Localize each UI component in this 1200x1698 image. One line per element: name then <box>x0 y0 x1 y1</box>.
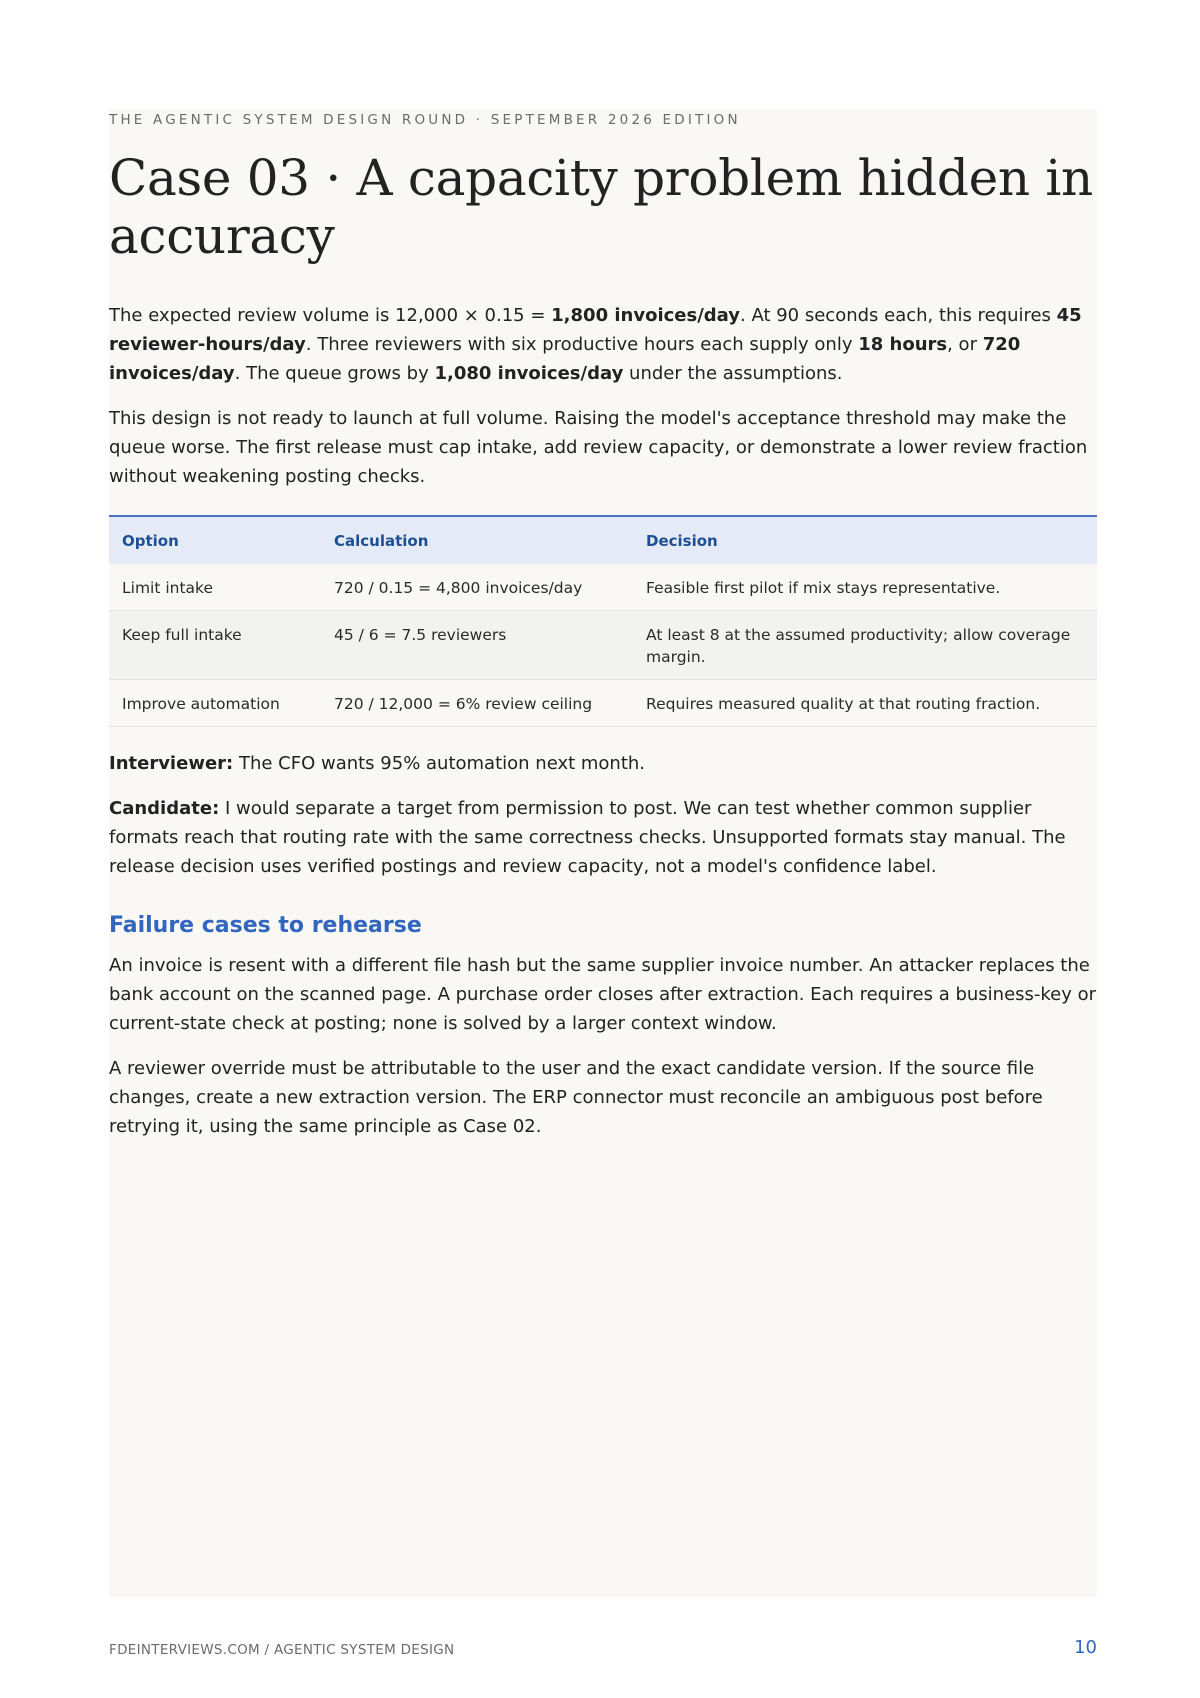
footer-source: FDEINTERVIEWS.COM / AGENTIC SYSTEM DESIGN <box>109 1642 455 1658</box>
intro-paragraph-2: This design is not ready to launch at full volume. Raising the model's acceptance threshold may make the queue worse. The first release must cap intake, add review capacity, or demonstrate a lower review fraction without weakening posting checks. <box>109 408 1088 487</box>
candidate-line <box>109 794 1097 881</box>
intro-bold-3: 18 hours <box>858 334 948 355</box>
failure-paragraph-2: A reviewer override must be attributable to the user and the exact candidate version. If the source file changes, create a new extraction version. The ERP connector must reconcile an ambiguous post before retrying it, using the same principle as Case 02. <box>109 1058 1043 1137</box>
intro-bold-1: 1,800 invoices/day <box>551 305 740 326</box>
intro-bold-5: 1,080 invoices/day <box>434 363 624 384</box>
table-row <box>109 564 1097 611</box>
table-row <box>109 680 1097 727</box>
cell-decision: At least 8 at the assumed productivity; allow coverage margin. <box>633 611 1097 680</box>
cell-option: Limit intake <box>109 564 321 611</box>
intro-text-4: , or <box>947 334 983 355</box>
candidate-label: Candidate: <box>109 798 220 819</box>
header-calculation: Calculation <box>321 516 633 564</box>
cell-calculation: 720 / 0.15 = 4,800 invoices/day <box>321 564 633 611</box>
options-table <box>109 515 1097 727</box>
intro-paragraph-1 <box>109 301 1097 388</box>
interviewer-line <box>109 749 1097 778</box>
table-header-row <box>109 516 1097 564</box>
intro-text-6: under the assumptions. <box>623 363 843 384</box>
intro-text-1: The expected review volume is 12,000 × 0.15 = <box>109 305 552 326</box>
intro-bold-2: 45 reviewer-hours/day <box>109 305 1082 355</box>
interviewer-text: The CFO wants 95% automation next month. <box>233 753 646 774</box>
cell-decision: Feasible first pilot if mix stays representative. <box>633 564 1097 611</box>
intro-text-3: . Three reviewers with six productive hours each supply only <box>305 334 859 355</box>
intro-text-2: . At 90 seconds each, this requires <box>740 305 1057 326</box>
table-row <box>109 611 1097 680</box>
cell-option: Keep full intake <box>109 611 321 680</box>
interviewer-label: Interviewer: <box>109 753 234 774</box>
header-decision: Decision <box>633 516 1097 564</box>
cell-option: Improve automation <box>109 680 321 727</box>
intro-text-5: . The queue grows by <box>234 363 435 384</box>
cell-decision: Requires measured quality at that routing fraction. <box>633 680 1097 727</box>
section-heading: Failure cases to rehearse <box>109 913 422 938</box>
header-option: Option <box>109 516 321 564</box>
page-number: 10 <box>1074 1637 1097 1658</box>
cell-calculation: 720 / 12,000 = 6% review ceiling <box>321 680 633 727</box>
cell-calculation: 45 / 6 = 7.5 reviewers <box>321 611 633 680</box>
page-content <box>109 109 1097 1141</box>
edition-kicker: THE AGENTIC SYSTEM DESIGN ROUND · SEPTEMBER 2026 EDITION <box>109 112 741 128</box>
intro-bold-4: 720 invoices/day <box>109 334 1021 384</box>
failure-paragraph-1: An invoice is resent with a different file hash but the same supplier invoice number. An attacker replaces the bank account on the scanned page. A purchase order closes after extraction. Each requires a business-key or current-state check at posting; none is solved by a larger context window. <box>109 955 1097 1034</box>
candidate-text: I would separate a target from permission to post. We can test whether common supplier formats reach that routing rate with the same correctness checks. Unsupported formats stay manual. The release decision uses verified postings and review capacity, not a model's confidence label. <box>109 798 1066 877</box>
page-title: Case 03 · A capacity problem hidden in accuracy <box>109 149 1093 265</box>
